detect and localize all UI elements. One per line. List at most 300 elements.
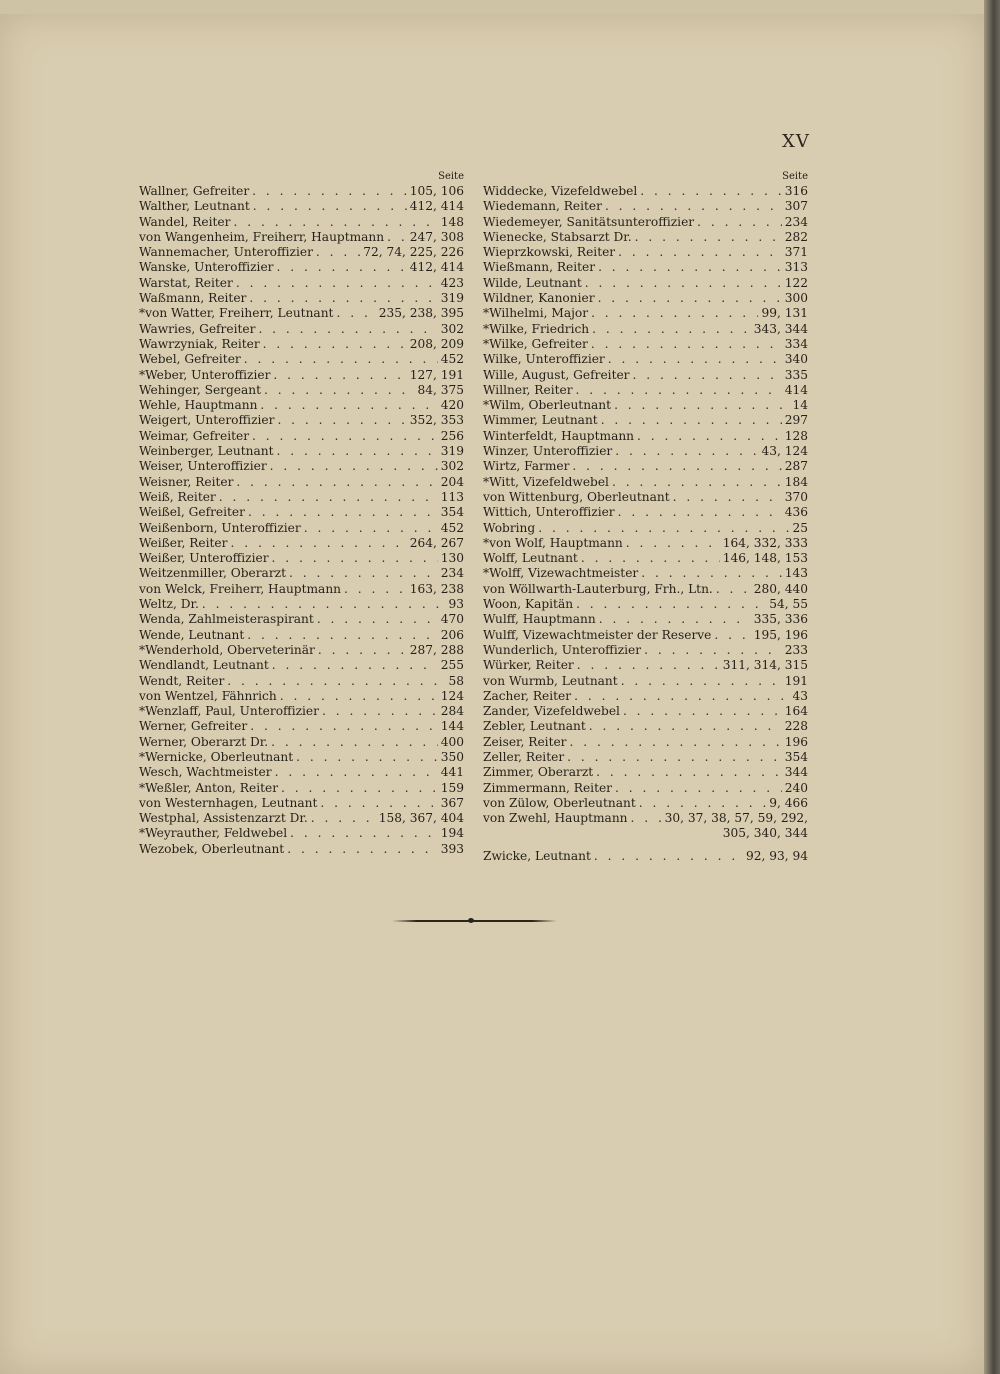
entry-name: Weigert, Unteroffizier [139, 413, 275, 428]
index-entry [483, 551, 808, 566]
entry-name: Wulff, Vizewachtmeister der Reserve [483, 627, 712, 642]
entry-name: Wunderlich, Unteroffizier [483, 642, 642, 657]
index-entry [139, 184, 464, 199]
entry-pages: 371 [784, 245, 808, 260]
entry-name: Weimar, Gefreiter [139, 428, 250, 443]
entry-pages: 307 [784, 199, 808, 214]
entry-pages: 25 [792, 520, 808, 535]
leader-dots [570, 735, 782, 750]
index-entry [483, 750, 808, 765]
entry-name: Wienecke, Stabsarzt Dr. [483, 229, 632, 244]
entry-name: Wandel, Reiter [139, 214, 231, 229]
entry-name: von Zwehl, Hauptmann [483, 811, 628, 826]
index-entry [483, 291, 808, 306]
entry-pages: 194 [440, 826, 464, 841]
leader-dots [260, 398, 437, 413]
entry-name: Wittich, Unteroffizier [483, 505, 615, 520]
leader-dots [615, 444, 758, 459]
leader-dots [316, 245, 360, 260]
entry-name: Wallner, Gefreiter [139, 184, 250, 198]
entry-name: Werner, Gefreiter [139, 719, 248, 734]
leader-dots [202, 597, 446, 612]
entry-name: Zander, Vizefeldwebel [483, 704, 620, 719]
entry-name: von Wöllwarth-Lauterburg, Frh., Ltn. [483, 581, 713, 596]
entry-pages: 159 [440, 780, 464, 795]
index-entry [139, 291, 464, 306]
entry-name: Wehle, Hauptmann [139, 398, 258, 413]
entry-pages: 470 [440, 612, 464, 627]
leader-dots [275, 765, 438, 780]
index-entry [139, 276, 464, 291]
leader-dots [592, 322, 751, 337]
index-entry [483, 612, 808, 627]
leader-dots [227, 674, 445, 689]
index-entry [139, 429, 464, 444]
entry-name: Wawries, Gefreiter [139, 321, 256, 336]
index-entry [139, 475, 464, 490]
index-entry [483, 490, 808, 505]
entry-name: *Wenzlaff, Paul, Unteroffizier [139, 704, 319, 719]
entry-pages: 240 [784, 780, 808, 795]
leader-dots [311, 811, 376, 826]
leader-dots [714, 628, 750, 643]
index-entry [483, 719, 808, 734]
entry-name: Wehinger, Sergeant [139, 382, 262, 397]
entry-name: *Wilhelmi, Major [483, 306, 589, 321]
entry-pages: 128 [784, 428, 808, 443]
entry-pages: 344 [784, 765, 808, 780]
entry-pages: 196 [784, 734, 808, 749]
leader-dots [633, 368, 782, 383]
entry-pages: 164, 332, 333 [722, 535, 808, 550]
entry-pages: 184 [784, 474, 808, 489]
entry-name: Westphal, Assistenzarzt Dr. [139, 811, 308, 826]
index-entry [483, 322, 808, 337]
entry-pages: 300 [784, 291, 808, 306]
index-entry [139, 842, 464, 857]
entry-pages: 235, 238, 395 [378, 306, 464, 321]
leader-dots [596, 765, 782, 780]
entry-pages: 206 [440, 627, 464, 642]
entry-name: Weltz, Dr. [139, 597, 199, 612]
leader-dots [280, 689, 438, 704]
leader-dots [605, 199, 782, 214]
entry-name: *Wernicke, Oberleutnant [139, 749, 294, 764]
entry-pages: 105, 106 [409, 184, 464, 198]
leader-dots [304, 521, 438, 536]
entry-pages: 436 [784, 505, 808, 520]
entry-pages: 146, 148, 153 [722, 551, 808, 566]
leader-dots [618, 505, 782, 520]
entry-pages: 287, 288 [409, 642, 464, 657]
index-entry [139, 459, 464, 474]
entry-name: Winzer, Unteroffizier [483, 444, 613, 459]
index-entry [139, 551, 464, 566]
leader-dots [598, 291, 782, 306]
index-entry [483, 658, 808, 673]
index-entry [139, 781, 464, 796]
index-entry [483, 444, 808, 459]
leader-dots [601, 413, 782, 428]
index-entry [483, 230, 808, 245]
entry-pages: 234 [784, 214, 808, 229]
leader-dots [387, 230, 407, 245]
entry-pages: 84, 375 [417, 382, 464, 397]
entry-pages: 247, 308 [409, 229, 464, 244]
entry-pages: 280, 440 [753, 581, 808, 596]
entry-pages: 412, 414 [409, 199, 464, 214]
entry-pages: 319 [440, 444, 464, 459]
index-entry [483, 689, 808, 704]
entry-pages: 113 [440, 489, 464, 504]
entry-pages: 122 [784, 275, 808, 290]
leader-dots [296, 750, 438, 765]
leader-dots [538, 521, 789, 536]
entry-pages: 297 [784, 413, 808, 428]
leader-dots [577, 658, 720, 673]
index-entry [139, 306, 464, 321]
entry-name: Wannemacher, Unteroffizier [139, 245, 313, 260]
entry-pages: 58 [448, 673, 464, 688]
leader-dots [618, 245, 782, 260]
index-entry [139, 398, 464, 413]
leader-dots [322, 704, 438, 719]
entry-name: Wilde, Leutnant [483, 275, 582, 290]
entry-pages: 441 [440, 765, 464, 780]
leader-dots [639, 796, 766, 811]
index-entry [139, 215, 464, 230]
entry-name: Wirtz, Farmer [483, 459, 570, 474]
leader-dots [585, 276, 782, 291]
index-entry [139, 612, 464, 627]
index-entry [139, 505, 464, 520]
entry-pages: 43, 124 [761, 444, 808, 459]
seite-header: Seite [782, 171, 808, 182]
leader-dots [271, 735, 438, 750]
entry-name: *Wilm, Oberleutnant [483, 398, 612, 413]
index-entry [139, 750, 464, 765]
leader-dots [567, 750, 782, 765]
index-entry [483, 521, 808, 536]
index-entry [139, 704, 464, 719]
index-entry [139, 352, 464, 367]
entry-pages: 393 [440, 841, 464, 856]
entry-name: Wenda, Zahlmeisteraspirant [139, 612, 314, 627]
entry-pages: 340 [784, 352, 808, 367]
page-number: XV [782, 131, 810, 152]
entry-pages: 191 [784, 673, 808, 688]
leader-dots [612, 475, 782, 490]
entry-name: Wiedemann, Reiter [483, 199, 602, 214]
entry-pages: 319 [440, 291, 464, 306]
index-entry [483, 352, 808, 367]
leader-dots [673, 490, 782, 505]
index-entry [483, 475, 808, 490]
entry-name: Zwicke, Leutnant [483, 848, 591, 863]
leader-dots [697, 215, 782, 230]
index-entry [139, 322, 464, 337]
entry-name: Wobring [483, 520, 536, 535]
index-entry [139, 658, 464, 673]
index-entry [139, 811, 464, 826]
entry-name: Zacher, Reiter [483, 688, 572, 703]
leader-dots [623, 704, 782, 719]
index-entry [139, 199, 464, 214]
index-entry [483, 704, 808, 719]
leader-dots [236, 276, 438, 291]
entry-name: Wießmann, Reiter [483, 260, 596, 275]
entry-pages: 350 [440, 749, 464, 764]
entry-name: *Wolff, Vizewachtmeister [483, 566, 639, 581]
entry-pages: 92, 93, 94 [745, 848, 808, 863]
entry-name: Weitzenmiller, Oberarzt [139, 566, 286, 581]
entry-pages: 343, 344 [753, 321, 808, 336]
entry-pages-continuation: 305, 340, 344 [722, 826, 808, 841]
entry-pages: 14 [792, 398, 808, 413]
entry-name: *Wilke, Friedrich [483, 321, 590, 336]
entry-pages: 158, 367, 404 [378, 811, 464, 826]
leader-dots [631, 811, 662, 826]
entry-pages: 313 [784, 260, 808, 275]
entry-name: Wolff, Leutnant [483, 551, 578, 566]
entry-pages: 256 [440, 428, 464, 443]
entry-name: von Wentzel, Fähnrich [139, 688, 277, 703]
entry-pages: 9, 466 [769, 795, 808, 810]
index-entry [483, 566, 808, 581]
entry-pages: 352, 353 [409, 413, 464, 428]
entry-pages: 316 [784, 184, 808, 198]
entry-name: Wiedemeyer, Sanitätsunteroffizier [483, 214, 695, 229]
index-entry [483, 811, 808, 826]
leader-dots [599, 612, 751, 627]
entry-pages: 164 [784, 704, 808, 719]
entry-name: Wimmer, Leutnant [483, 413, 598, 428]
entry-pages: 367 [440, 795, 464, 810]
index-entry [483, 849, 808, 864]
index-entry [139, 444, 464, 459]
entry-name: Weißenborn, Unteroffizier [139, 520, 301, 535]
leader-dots [272, 551, 438, 566]
entry-pages: 302 [440, 321, 464, 336]
entry-pages: 163, 238 [409, 581, 464, 596]
leader-dots [641, 566, 781, 581]
entry-name: Waßmann, Reiter [139, 291, 247, 306]
entry-pages: 124 [440, 688, 464, 703]
entry-name: Zebler, Leutnant [483, 719, 586, 734]
entry-pages: 99, 131 [761, 306, 808, 321]
entry-name: Werner, Oberarzt Dr. [139, 734, 269, 749]
leader-dots [320, 796, 437, 811]
leader-dots [273, 368, 406, 383]
entry-name: Webel, Gefreiter [139, 352, 241, 367]
entry-pages: 423 [440, 275, 464, 290]
leader-dots [272, 658, 438, 673]
index-entry [139, 566, 464, 581]
index-entry [139, 719, 464, 734]
entry-name: Wesch, Wachtmeister [139, 765, 272, 780]
entry-pages: 335, 336 [753, 612, 808, 627]
leader-dots [277, 413, 406, 428]
entry-pages: 354 [440, 505, 464, 520]
index-entry [483, 398, 808, 413]
entry-name: *Weber, Unteroffizier [139, 367, 271, 382]
entry-pages: 195, 196 [753, 627, 808, 642]
entry-pages: 93 [448, 597, 464, 612]
index-entry [139, 796, 464, 811]
leader-dots [640, 184, 781, 199]
index-entry [483, 368, 808, 383]
leader-dots [250, 719, 438, 734]
entry-name: Weißel, Gefreiter [139, 505, 245, 520]
index-entry [139, 521, 464, 536]
leader-dots [635, 230, 782, 245]
leader-dots [317, 612, 438, 627]
entry-pages: 127, 191 [409, 367, 464, 382]
entry-name: von Zülow, Oberleutnant [483, 795, 636, 810]
entry-name: Weinberger, Leutnant [139, 444, 274, 459]
index-entry [139, 643, 464, 658]
entry-pages: 143 [784, 566, 808, 581]
index-entry [483, 765, 808, 780]
index-column-right [483, 170, 808, 864]
leader-dots [626, 536, 720, 551]
entry-name: *von Watter, Freiherr, Leutnant [139, 306, 334, 321]
index-entry [483, 260, 808, 275]
index-entry [483, 643, 808, 658]
entry-pages: 54, 55 [769, 597, 808, 612]
leader-dots [576, 383, 782, 398]
leader-dots [591, 337, 782, 352]
index-entry [139, 689, 464, 704]
index-entry [483, 215, 808, 230]
index-entry [483, 674, 808, 689]
entry-name: Weißer, Unteroffizier [139, 551, 269, 566]
entry-name: von Welck, Freiherr, Hauptmann [139, 581, 342, 596]
book-edge [984, 0, 1000, 1374]
entry-name: Würker, Reiter [483, 658, 574, 673]
leader-dots [253, 199, 407, 214]
entry-pages: 234 [440, 566, 464, 581]
entry-pages: 452 [440, 352, 464, 367]
leader-dots [236, 475, 437, 490]
entry-name: Wendt, Reiter [139, 673, 225, 688]
index-entry [483, 429, 808, 444]
entry-pages: 287 [784, 459, 808, 474]
entry-name: *Weßler, Anton, Reiter [139, 780, 279, 795]
index-entry [483, 276, 808, 291]
entry-pages: 228 [784, 719, 808, 734]
entry-name: von Wittenburg, Oberleutnant [483, 489, 670, 504]
entry-pages: 204 [440, 474, 464, 489]
leader-dots [247, 628, 437, 643]
entry-pages: 370 [784, 489, 808, 504]
index-entry [139, 383, 464, 398]
leader-dots [576, 597, 766, 612]
index-entry [483, 337, 808, 352]
leader-dots [318, 643, 407, 658]
leader-dots [336, 306, 375, 321]
entry-name: *Wenderhold, Oberveterinär [139, 642, 315, 657]
entry-pages: 144 [440, 719, 464, 734]
index-entry [483, 796, 808, 811]
leader-dots [264, 383, 414, 398]
entry-pages: 311, 314, 315 [722, 658, 808, 673]
entry-name: Woon, Kapitän [483, 597, 574, 612]
entry-name: *von Wolf, Hauptmann [483, 535, 623, 550]
leader-dots [589, 719, 782, 734]
entry-pages: 452 [440, 520, 464, 535]
leader-dots [644, 643, 782, 658]
entry-pages: 264, 267 [409, 535, 464, 550]
entry-name: von Wangenheim, Freiherr, Hauptmann [139, 229, 385, 244]
entry-pages: 302 [440, 459, 464, 474]
index-entry [139, 628, 464, 643]
index-entry [139, 245, 464, 260]
index-entry [139, 765, 464, 780]
leader-dots [621, 674, 782, 689]
index-entry [483, 413, 808, 428]
entry-name: *Witt, Vizefeldwebel [483, 474, 609, 489]
entry-pages: 334 [784, 336, 808, 351]
book-page [0, 14, 984, 1374]
entry-name: Weiß, Reiter [139, 489, 216, 504]
index-entry [483, 628, 808, 643]
end-ornament-dot [468, 918, 474, 923]
leader-dots [287, 842, 438, 857]
entry-name: Winterfeldt, Hauptmann [483, 428, 635, 443]
entry-name: von Wurmb, Leutnant [483, 673, 618, 688]
entry-name: Wanske, Unteroffizier [139, 260, 274, 275]
index-entry [139, 735, 464, 750]
leader-dots [591, 306, 758, 321]
leader-dots [252, 429, 438, 444]
entry-pages: 255 [440, 658, 464, 673]
entry-name: Wildner, Kanonier [483, 291, 595, 306]
entry-pages: 284 [440, 704, 464, 719]
entry-name: Wulff, Hauptmann [483, 612, 596, 627]
entry-name: Zeiser, Reiter [483, 734, 567, 749]
index-entry [139, 413, 464, 428]
entry-pages: 30, 37, 38, 57, 59, 292, [664, 811, 808, 826]
end-ornament-rule [392, 920, 557, 922]
leader-dots [270, 459, 438, 474]
index-entry [483, 184, 808, 199]
index-entry [139, 536, 464, 551]
seite-header: Seite [438, 171, 464, 182]
leader-dots [344, 582, 407, 597]
entry-name: Zimmermann, Reiter [483, 780, 613, 795]
index-entry [483, 306, 808, 321]
index-entry [483, 536, 808, 551]
entry-name: Wezobek, Oberleutnant [139, 841, 285, 856]
leader-dots [277, 260, 407, 275]
leader-dots [581, 551, 720, 566]
entry-name: Walther, Leutnant [139, 199, 250, 214]
entry-name: Zeller, Reiter [483, 749, 565, 764]
leader-dots [637, 429, 782, 444]
leader-dots [289, 566, 438, 581]
index-entry [139, 260, 464, 275]
entry-name: Weißer, Reiter [139, 535, 228, 550]
leader-dots [249, 291, 437, 306]
entry-name: Wendlandt, Leutnant [139, 658, 269, 673]
entry-name: Widdecke, Vizefeldwebel [483, 184, 638, 198]
entry-name: *Weyrauther, Feldwebel [139, 826, 288, 841]
index-entry [483, 735, 808, 750]
entry-name: Weiser, Unteroffizier [139, 459, 267, 474]
leader-dots [614, 398, 789, 413]
entry-name: Wieprzkowski, Reiter [483, 245, 616, 260]
